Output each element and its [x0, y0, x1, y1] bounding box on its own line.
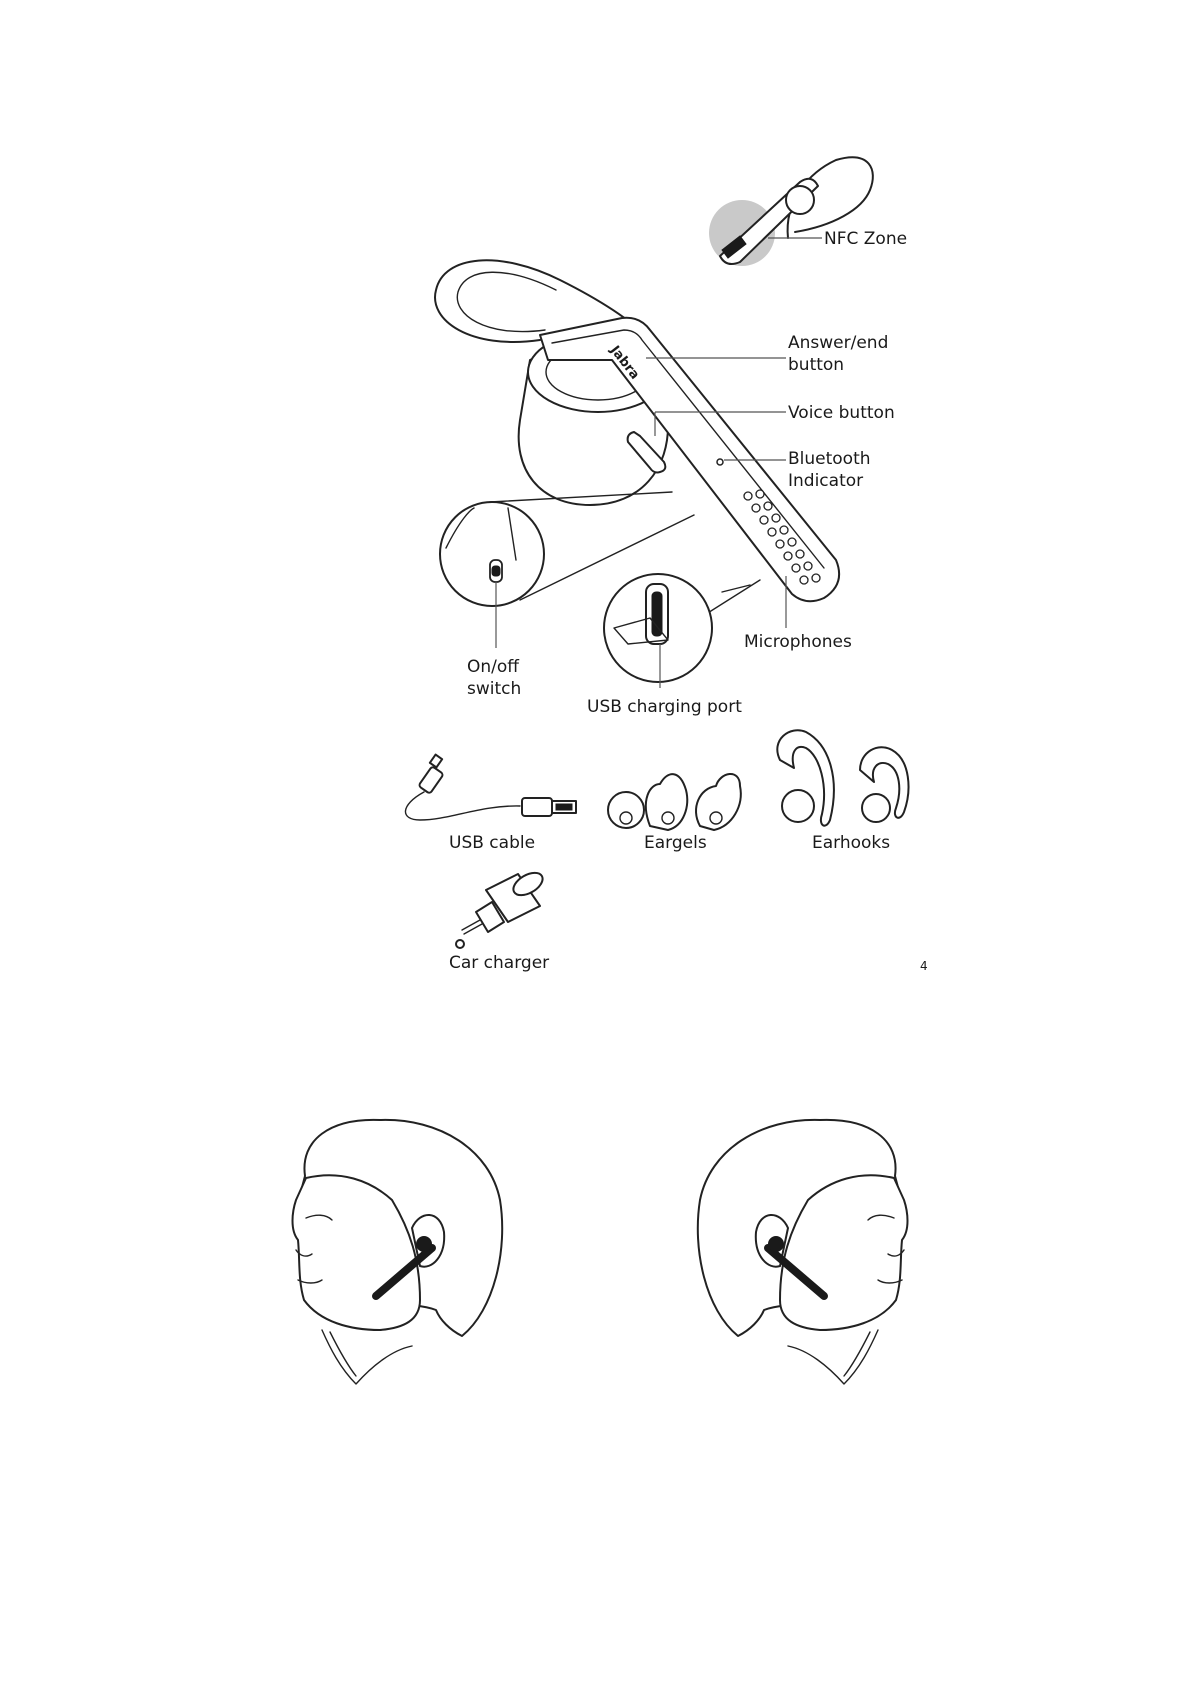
car-charger-icon [456, 868, 546, 948]
earhooks-icon [777, 730, 908, 825]
usb-port-label: USB charging port [587, 697, 742, 717]
bluetooth-indicator-icon [717, 459, 723, 465]
page-number: 4 [920, 959, 928, 973]
on-off-switch-detail-icon [440, 502, 544, 606]
on-off-label-1: On/off [467, 657, 519, 677]
answer-end-label-2: button [788, 355, 845, 375]
nfc-zone-label: NFC Zone [824, 229, 908, 249]
usb-cable-label: USB cable [449, 833, 536, 853]
usb-port-detail-icon [604, 574, 712, 682]
bluetooth-indicator-label-1: Bluetooth [788, 449, 871, 469]
eargels-label: Eargels [644, 833, 707, 853]
microphones-label: Microphones [744, 632, 852, 652]
head-wearing-headset-right-icon [293, 1120, 503, 1384]
eargels-icon [608, 774, 741, 830]
nfc-headset-icon [709, 157, 873, 266]
usb-cable-icon [405, 755, 576, 820]
voice-button-label: Voice button [788, 403, 895, 423]
answer-end-label-1: Answer/end [788, 333, 889, 353]
brand-logo: Jabra [606, 343, 643, 383]
car-charger-label: Car charger [449, 953, 550, 973]
on-off-label-2: switch [467, 679, 522, 699]
earhooks-label: Earhooks [812, 833, 891, 853]
bluetooth-indicator-label-2: Indicator [788, 471, 864, 491]
head-wearing-headset-left-icon [698, 1120, 908, 1384]
